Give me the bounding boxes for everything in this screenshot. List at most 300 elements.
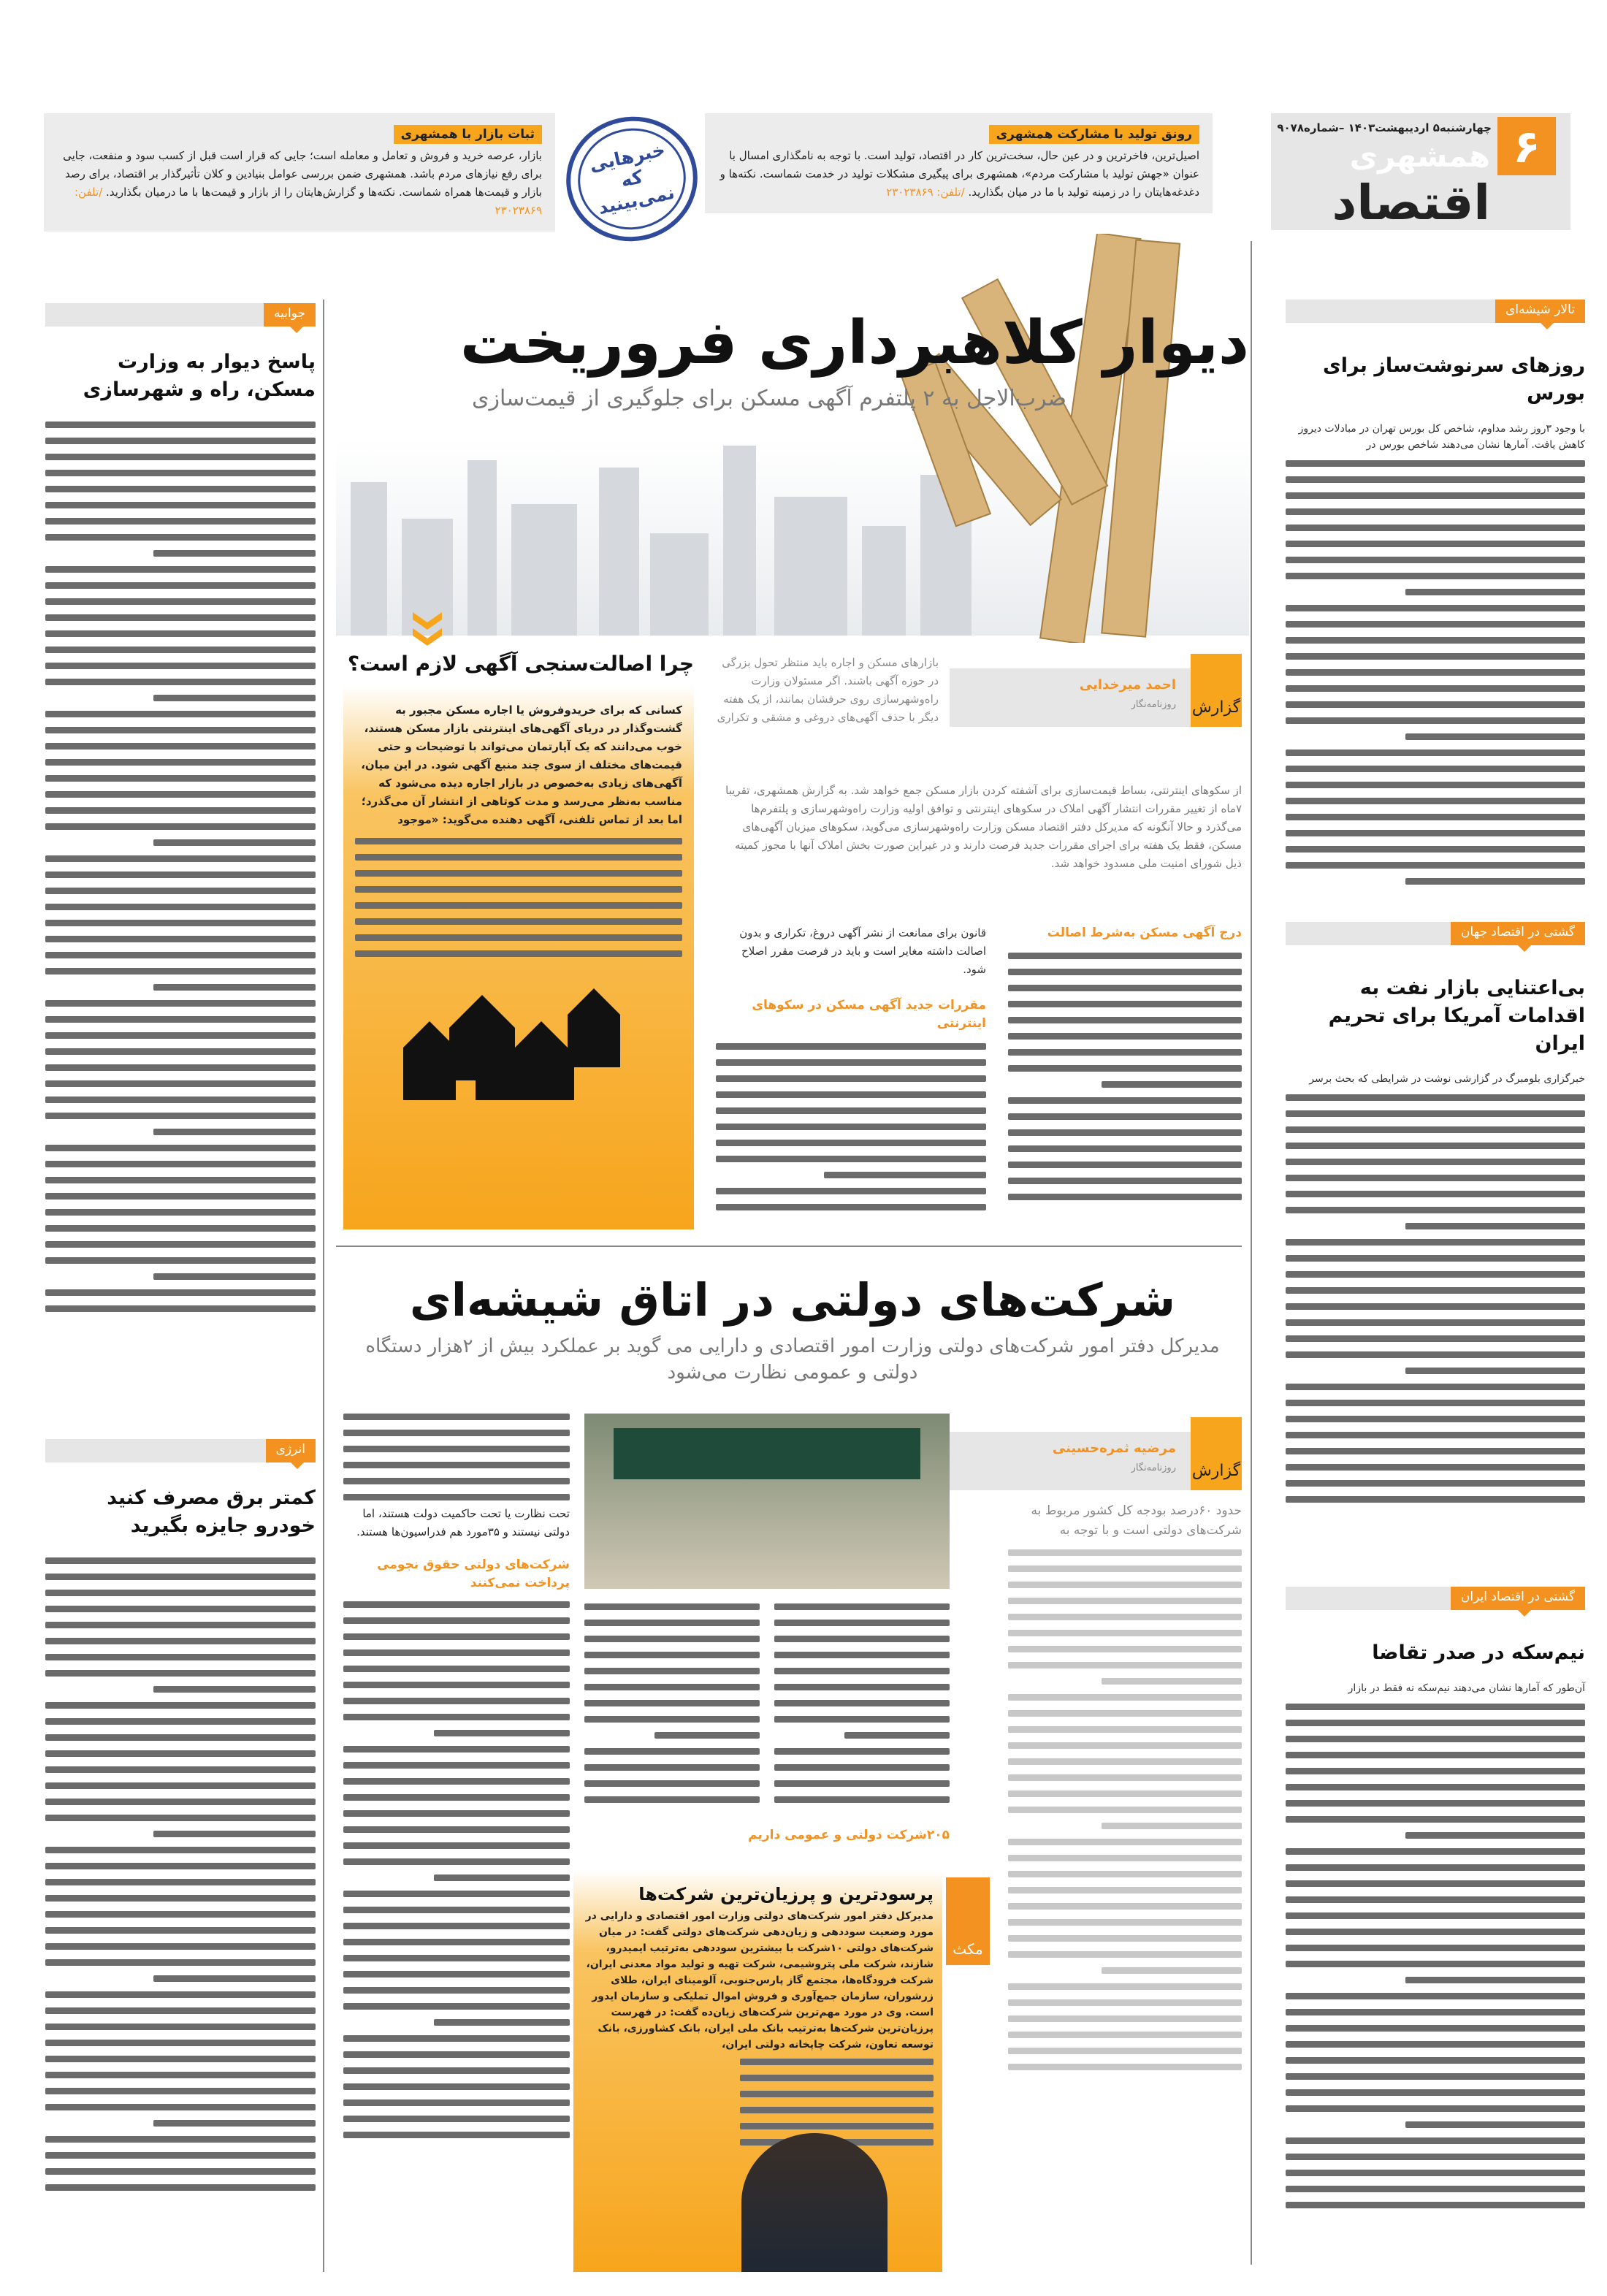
text-line: [1286, 2170, 1585, 2176]
text-line: [153, 839, 316, 846]
text-line: [654, 1732, 760, 1739]
text-line: [355, 870, 682, 877]
text-line: [45, 1193, 316, 1200]
lead-subsection-heading: مقررات جدید آگهی مسکن در سکوهای اینترنتی: [752, 998, 986, 1031]
text-line: [1286, 460, 1585, 467]
text-line: [45, 1590, 316, 1596]
text-line: [343, 1682, 570, 1688]
text-line: [1286, 1768, 1585, 1774]
text-line: [45, 1782, 316, 1789]
text-line: [1286, 1816, 1585, 1823]
text-line: [1405, 878, 1585, 885]
text-line: [1286, 2089, 1585, 2096]
text-line: [45, 1734, 316, 1741]
text-line: [1286, 1496, 1585, 1503]
text-line: [1008, 2048, 1242, 2054]
text-line: [343, 1446, 570, 1452]
text-line: [1286, 1384, 1585, 1390]
text-line: [45, 2152, 316, 2159]
text-line: [1008, 1839, 1242, 1845]
text-line: [343, 1891, 570, 1897]
text-line: [1286, 1094, 1585, 1101]
text-line: [1008, 1162, 1242, 1168]
text-line: [1286, 1929, 1585, 1935]
lead-headline: دیوار کلاهبرداری فروریخت: [459, 308, 1249, 378]
text-line: [1286, 1239, 1585, 1246]
text-line: [1008, 1630, 1242, 1636]
text-line: [1286, 1720, 1585, 1726]
section-kicker: تالار شیشه‌ای: [1286, 300, 1585, 323]
text-line: [1286, 1880, 1585, 1887]
text-line: [343, 1907, 570, 1913]
text-line: [1286, 1432, 1585, 1438]
box-tag: مکث: [946, 1877, 990, 1965]
text-line: [1405, 1832, 1585, 1839]
article-body: [774, 1603, 950, 1803]
text-line: [45, 920, 316, 926]
text-line: [153, 1129, 316, 1135]
text-line: [343, 2003, 570, 2010]
text-line: [45, 1702, 316, 1709]
text-line: [1008, 1129, 1242, 1136]
text-line: [343, 1633, 570, 1640]
text-line: [343, 1698, 570, 1704]
sidebar-box-authenticity: [343, 650, 694, 1235]
article-lead: خبرگزاری بلومبرگ در گزارشی نوشت در شرایطی که بحث برسر: [1309, 1073, 1585, 1085]
article-body: [343, 1414, 570, 1500]
text-line: [45, 1177, 316, 1183]
banner-phone: /تلفن: ۲۳۰۲۳۸۶۹: [886, 186, 965, 199]
text-line: [45, 1557, 316, 1564]
text-line: [45, 1847, 316, 1853]
text-line: [584, 1796, 760, 1803]
text-line: [1286, 1319, 1585, 1326]
text-line: [355, 934, 682, 941]
text-line: [1286, 1191, 1585, 1197]
text-line: [355, 918, 682, 925]
page-number: ۶: [1497, 117, 1556, 175]
text-line: [716, 1140, 986, 1146]
text-line: [1008, 1726, 1242, 1733]
second-col-end: تحت نظارت یا تحت حاکمیت دولت هستند، اما دولتی نیستند و ۳۵مورد هم فدراسیون‌ها هستند.: [356, 1507, 570, 1538]
text-line: [45, 1815, 316, 1821]
text-line: [774, 1684, 950, 1690]
text-line: [1286, 814, 1585, 820]
text-line: [343, 1842, 570, 1849]
text-line: [45, 2184, 316, 2191]
text-line: [1286, 2041, 1585, 2048]
text-line: [1008, 1065, 1242, 1072]
text-line: [343, 1414, 570, 1420]
text-line: [343, 1430, 570, 1436]
text-line: [343, 1462, 570, 1468]
text-line: [1405, 2121, 1585, 2128]
text-line: [1008, 1178, 1242, 1184]
box-text: مدیرکل دفتر امور شرکت‌های دولتی وزارت امور اقتصادی و دارایی در مورد وضعیت سوددهی و زیان‌دهی شرکت‌های دولتی گفت: در میان شرکت‌های دولتی ۱۰شرکت با بیشترین سوددهی به‌ترتیب ایمیدرو، شازند، شرکت ملی پتروشیمی، شرکت تهیه و تولید مواد معدنی ایران، شرکت فرودگاه‌ها، مجتمع گاز پارس‌جنوبی، آلومینای ایران، طلای زرشوران، سازمان جمع‌آوری و فروش اموال تملیکی و سازمان ایدور است. وی در مورد مهم‌ترین شرکت‌های زیان‌ده گفت: در فهرست پرزیان‌ترین شرکت‌ها به‌ترتیب بانک ملی ایران، بانک کشاورزی، بانک توسعه تعاون، شرکت چاپخانه دولتی ایران،: [585, 1910, 934, 2051]
text-line: [1286, 1110, 1585, 1117]
text-line: [343, 1601, 570, 1608]
text-line: [343, 1746, 570, 1752]
text-line: [774, 1620, 950, 1626]
text-line: [153, 695, 316, 701]
text-line: [1008, 1582, 1242, 1588]
text-line: [740, 2059, 934, 2065]
text-line: [45, 2088, 316, 2094]
text-line: [1008, 1855, 1242, 1861]
text-line: [1286, 1175, 1585, 1181]
text-line: [1008, 1983, 1242, 1990]
text-line: [1286, 750, 1585, 756]
text-line: [45, 1145, 316, 1151]
lead-intro: بازارهای مسکن و اجاره باید منتظر تحول بزرگی در حوزه آگهی باشند. اگر مسئولان وزارت راه‌وشهرسازی روی حرفشان بمانند، از یک هفته دیگر با حذف آگهی‌های دروغی و مشقی و تکراری: [717, 656, 939, 724]
text-line: [1286, 1464, 1585, 1471]
text-line: [1008, 1790, 1242, 1797]
text-line: [343, 1649, 570, 1656]
text-line: [45, 1032, 316, 1039]
second-headline: شرکت‌های دولتی در اتاق شیشه‌ای: [409, 1273, 1176, 1327]
text-line: [1286, 1736, 1585, 1742]
text-line: [45, 2056, 316, 2062]
text-line: [45, 743, 316, 750]
text-line: [355, 902, 682, 909]
text-line: [1102, 1678, 1242, 1685]
lead-column-2: [716, 924, 986, 1210]
text-line: [1008, 1903, 1242, 1910]
second-intro: حدود ۶۰درصد بودجه کل کشور مربوط به شرکت‌های دولتی است و با توجه به: [1031, 1503, 1242, 1538]
text-line: [1286, 2105, 1585, 2112]
text-line: [1008, 1951, 1242, 1958]
text-line: [45, 1638, 316, 1644]
text-line: [45, 1959, 316, 1966]
text-line: [1286, 1704, 1585, 1710]
text-line: [1286, 862, 1585, 869]
lead-column-1: [1008, 924, 1242, 1200]
text-line: [45, 630, 316, 637]
article-headline: کمتر برق مصرف کنید خودرو جایزه بگیرید: [107, 1487, 316, 1537]
text-line: [153, 1831, 316, 1837]
text-line: [584, 1780, 760, 1787]
text-line: [45, 904, 316, 910]
byline-kind: گزارش: [1191, 654, 1242, 727]
text-line: [45, 727, 316, 733]
text-line: [45, 1113, 316, 1119]
text-line: [45, 1241, 316, 1248]
text-line: [45, 679, 316, 685]
section-divider: [336, 1246, 1242, 1247]
company-building-photo: [584, 1414, 950, 1589]
text-line: [45, 2168, 316, 2175]
text-line: [1008, 2032, 1242, 2038]
text-line: [343, 2083, 570, 2090]
text-line: [45, 2024, 316, 2030]
text-line: [1286, 541, 1585, 547]
text-line: [740, 2123, 934, 2129]
article-body: [1286, 460, 1585, 885]
text-line: [45, 1048, 316, 1055]
text-line: [1008, 1935, 1242, 1942]
text-line: [774, 1780, 950, 1787]
text-line: [1286, 846, 1585, 853]
text-line: [45, 1654, 316, 1660]
text-line: [1286, 1287, 1585, 1294]
text-line: [1286, 1848, 1585, 1855]
article-headline: نیم‌سکه در صدر تقاضا: [1372, 1641, 1585, 1664]
text-line: [45, 855, 316, 862]
text-line: [1286, 1480, 1585, 1487]
text-line: [434, 2019, 570, 2026]
text-line: [774, 1652, 950, 1658]
text-line: [1286, 669, 1585, 676]
text-line: [1286, 1784, 1585, 1790]
byline-kind: گزارش: [1191, 1417, 1242, 1490]
text-line: [1286, 1945, 1585, 1951]
text-line: [153, 984, 316, 991]
text-line: [716, 1107, 986, 1114]
sidebar-box-profit: [573, 1870, 990, 2272]
text-line: [1286, 830, 1585, 836]
text-line: [343, 2035, 570, 2042]
text-line: [716, 1091, 986, 1098]
banner-tag: ثبات بازار با همشهری: [394, 125, 542, 144]
text-line: [1008, 2015, 1242, 2022]
text-line: [1008, 1033, 1242, 1040]
text-line: [774, 1636, 950, 1642]
text-line: [1008, 2064, 1242, 2070]
byline-name: احمد میرخدایی: [1079, 677, 1176, 693]
text-line: [584, 1652, 760, 1658]
text-line: [740, 2075, 934, 2081]
text-line: [45, 1257, 316, 1264]
text-line: [343, 1794, 570, 1801]
article-body: [45, 422, 316, 1312]
sidebar-section-iran: [1286, 1587, 1585, 2208]
article-headline: بی‌اعتنایی بازار نفت به اقدامات آمریکا برای تحریم ایران: [1328, 977, 1585, 1055]
text-line: [343, 1939, 570, 1945]
text-line: [1286, 1752, 1585, 1758]
text-line: [434, 1730, 570, 1736]
text-line: [1286, 1351, 1585, 1358]
text-line: [45, 2104, 316, 2110]
text-line: [1286, 476, 1585, 483]
second-column-1: [1008, 1501, 1242, 2070]
text-line: [1008, 1758, 1242, 1765]
banner-market: [44, 113, 555, 232]
text-line: [1008, 1113, 1242, 1120]
text-line: [1008, 1097, 1242, 1104]
second-subhead: مدیرکل دفتر امور شرکت‌های دولتی وزارت امور اقتصادی و دارایی می گوید بر عملکرد بیش از ۲هزار دستگاه دولتی و عمومی نظارت می‌شود: [365, 1335, 1220, 1384]
text-line: [45, 968, 316, 975]
text-line: [584, 1684, 760, 1690]
text-line: [740, 2107, 934, 2113]
text-line: [45, 888, 316, 894]
text-line: [1286, 1303, 1585, 1310]
text-line: [343, 1666, 570, 1672]
text-line: [343, 1810, 570, 1817]
text-line: [1102, 1823, 1242, 1829]
text-line: [45, 454, 316, 460]
text-line: [45, 1209, 316, 1216]
text-line: [584, 1620, 760, 1626]
text-line: [45, 1911, 316, 1918]
jenga-tower-image: [847, 234, 1242, 643]
sidebar-section-world: [1286, 922, 1585, 1503]
text-line: [434, 1874, 570, 1881]
text-line: [343, 1762, 570, 1769]
text-line: [45, 1943, 316, 1950]
sidebar-section-bourse: [1286, 300, 1585, 885]
text-line: [45, 1750, 316, 1757]
text-line: [774, 1796, 950, 1803]
text-line: [45, 1622, 316, 1628]
text-line: [343, 1955, 570, 1961]
text-line: [45, 422, 316, 428]
text-line: [343, 1778, 570, 1785]
lead-body: از سکوهای اینترنتی، بساط قیمت‌سازی برای آشفته کردن بازار مسکن جمع خواهد شد. به گزارش همشهری، تقریبا ۷ماه از تغییر مقررات انتشار آگهی املاک در سکوهای اینترنتی و توافق اولیه وزارت راه‌وشهرسازی و پلتفرم‌ها می‌گذرد و حالا آنگونه که مدیرکل دفتر اقتصاد مسکن وزارت راه‌وشهرسازی می‌گوید، سکوهای میزبان آگهی‌های مسکن، فقط یک هفته برای اجرای مقررات جدید فرصت دارند و در غیراین صورت بخش املاک آنها با مجوز کمیته ذیل شورای امنیت ملی مسدود خواهد شد.: [725, 784, 1242, 870]
text-line: [1286, 717, 1585, 724]
text-line: [45, 502, 316, 508]
text-line: [1286, 2025, 1585, 2032]
text-line: [1405, 1977, 1585, 1983]
text-line: [45, 1225, 316, 1232]
text-line: [1286, 2154, 1585, 2160]
banner-phone: /تلفن: ۲۳۰۲۳۸۶۹: [75, 186, 542, 217]
box-title: پرسودترین و پرزیان‌ترین شرکت‌ها: [638, 1884, 934, 1904]
issue-date: چهارشنبه۵ اردیبهشت۱۴۰۳ –شماره۹۰۷۸: [1277, 121, 1492, 134]
text-line: [584, 1668, 760, 1674]
text-line: [153, 550, 316, 557]
text-line: [343, 1858, 570, 1865]
text-line: [716, 1156, 986, 1162]
text-line: [1286, 2073, 1585, 2080]
text-line: [343, 1478, 570, 1484]
text-line: [45, 775, 316, 782]
text-line: [1286, 1993, 1585, 1999]
banner-text: اصیل‌ترین، فاخرترین و در عین حال، سخت‌ترین کار در اقتصاد، تولید است. با توجه به نامگذاری امسال با عنوان «جهش تولید با مشارکت مردم»، همشهری برای پیگیری مشکلات تولید در خدمت شماست. نکته‌ها و دغدغه‌هایتان را در زمینه تولید با ما در میان بگذارید. /تلفن: ۲۳۰۲۳۸۶۹: [719, 149, 1199, 199]
text-line: [1008, 953, 1242, 959]
text-line: [774, 1700, 950, 1706]
text-line: [1286, 2202, 1585, 2208]
article-body: [740, 2059, 934, 2146]
text-line: [45, 518, 316, 525]
text-line: [774, 1716, 950, 1723]
text-line: [45, 952, 316, 958]
text-line: [1008, 1919, 1242, 1926]
text-line: [740, 2091, 934, 2097]
text-line: [1008, 1001, 1242, 1007]
text-line: [774, 1668, 950, 1674]
text-line: [1008, 1742, 1242, 1749]
text-line: [343, 2099, 570, 2106]
text-line: [584, 1603, 760, 1610]
text-line: [1286, 621, 1585, 628]
text-line: [1286, 637, 1585, 644]
text-line: [45, 1161, 316, 1167]
text-line: [1008, 969, 1242, 975]
text-line: [45, 486, 316, 492]
text-line: [1008, 1694, 1242, 1701]
text-line: [45, 823, 316, 830]
text-line: [45, 1991, 316, 1998]
section-kicker: گشتی در اقتصاد جهان: [1286, 922, 1585, 945]
text-line: [45, 470, 316, 476]
second-subsection-heading: شرکت‌های دولتی حقوق نجومی پرداخت نمی‌کنند: [377, 1557, 570, 1590]
banner-tag: رونق تولید با مشارکت همشهری: [989, 125, 1199, 144]
text-line: [1286, 492, 1585, 499]
text-line: [1008, 1549, 1242, 1556]
sidebar-section-energy: [45, 1439, 316, 2191]
text-line: [1286, 685, 1585, 692]
text-line: [45, 1096, 316, 1103]
text-line: [343, 2067, 570, 2074]
byline-role: روزنامه‌نگار: [1131, 1462, 1176, 1473]
lead-subhead: ضرب‌الاجل به ۲ پلتفرم آگهی مسکن برای جلوگیری از قیمت‌سازی: [471, 386, 1066, 411]
text-line: [1286, 525, 1585, 531]
text-line: [1008, 1871, 1242, 1877]
text-line: [153, 2120, 316, 2127]
text-line: [1286, 1126, 1585, 1133]
lead-byline: [950, 668, 1242, 727]
text-line: [1286, 2137, 1585, 2144]
text-line: [1405, 1223, 1585, 1229]
text-line: [1286, 557, 1585, 563]
text-line: [45, 759, 316, 766]
column-divider: [323, 300, 324, 2272]
text-line: [584, 1700, 760, 1706]
text-line: [716, 1188, 986, 1194]
text-line: [1286, 1159, 1585, 1165]
text-line: [1286, 2057, 1585, 2064]
lead-quote: قانون برای ممانعت از نشر آگهی دروغ، تکراری و بدون اصالت داشته مغایر است و باید در فرصت مقرر اصلاح شود.: [739, 926, 986, 976]
text-line: [45, 1670, 316, 1677]
text-line: [343, 2051, 570, 2058]
text-line: [1405, 1368, 1585, 1374]
text-line: [343, 2132, 570, 2138]
text-line: [1286, 1896, 1585, 1903]
text-line: [45, 534, 316, 541]
second-byline: [950, 1432, 1242, 1490]
text-line: [45, 1863, 316, 1869]
text-line: [343, 1494, 570, 1500]
article-body: [1286, 1704, 1585, 2208]
text-line: [1405, 589, 1585, 595]
text-line: [153, 1975, 316, 1982]
byline-name: مرضیه ثمره‌حسینی: [1052, 1441, 1176, 1456]
text-line: [45, 582, 316, 589]
text-line: [355, 886, 682, 893]
text-line: [1286, 1400, 1585, 1406]
text-line: [774, 1603, 950, 1610]
text-line: [355, 950, 682, 957]
text-line: [45, 598, 316, 605]
text-line: [45, 614, 316, 621]
text-line: [343, 1617, 570, 1624]
text-line: [45, 566, 316, 573]
text-line: [45, 791, 316, 798]
text-line: [1286, 1448, 1585, 1454]
text-line: [1008, 1194, 1242, 1200]
text-line: [1405, 733, 1585, 740]
text-line: [45, 1766, 316, 1773]
sidebar-section-reply: [45, 303, 316, 1312]
text-line: [45, 1927, 316, 1934]
text-line: [45, 647, 316, 653]
text-line: [1286, 1416, 1585, 1422]
text-line: [716, 1124, 986, 1130]
article-body: [1008, 1549, 1242, 2070]
text-line: [1286, 2186, 1585, 2192]
article-body: [45, 1557, 316, 2191]
text-line: [1286, 1271, 1585, 1278]
